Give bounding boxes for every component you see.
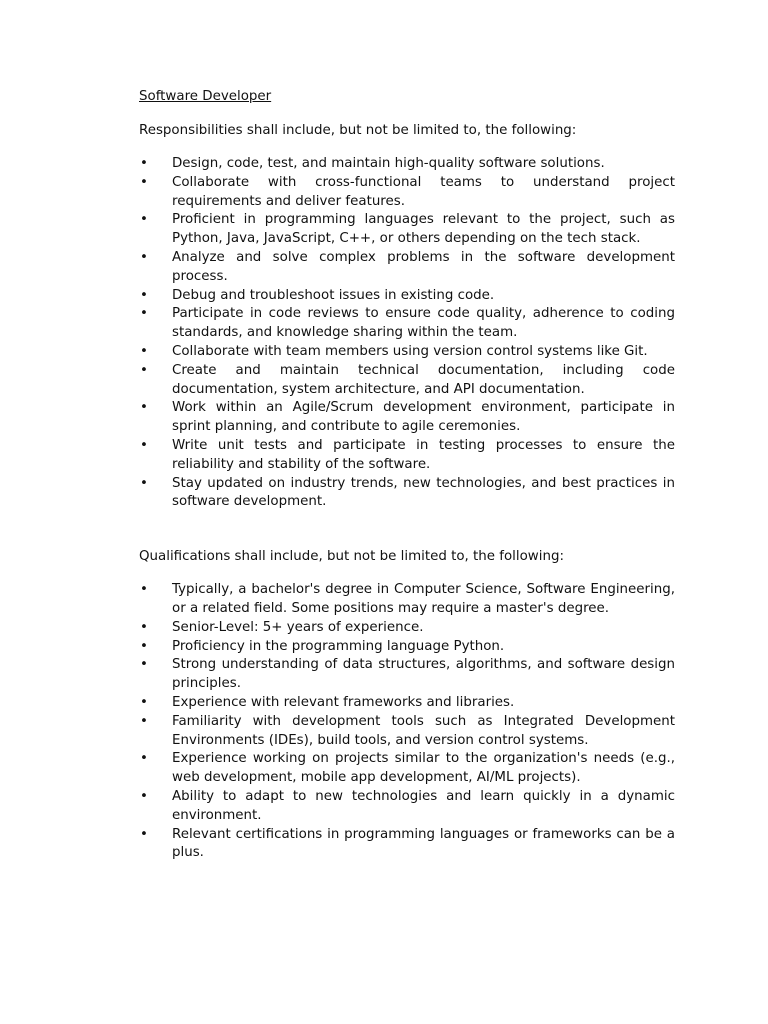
bullet-icon: • [140, 343, 148, 359]
responsibility-text: Stay updated on industry trends, new technologies, and best practices in software development. [172, 475, 675, 510]
bullet-icon: • [140, 751, 148, 767]
qualification-item [139, 656, 675, 694]
responsibility-item [139, 305, 675, 343]
responsibilities-intro: Responsibilities shall include, but not be limited to, the following: [139, 123, 577, 138]
responsibility-item [139, 475, 675, 513]
responsibility-text: Debug and troubleshoot issues in existing code. [172, 287, 495, 303]
bullet-icon: • [140, 788, 148, 804]
responsibility-text: Proficient in programming languages relevant to the project, such as Python, Java, JavaScript, C++, or others depending on the tech stack. [172, 212, 675, 247]
responsibilities-list [139, 155, 675, 512]
responsibility-item [139, 211, 675, 249]
qualification-text: Proficiency in the programming language Python. [172, 638, 505, 654]
responsibility-text: Collaborate with team members using version control systems like Git. [172, 343, 648, 359]
qualification-text: Experience with relevant frameworks and libraries. [172, 694, 515, 710]
qualification-text: Relevant certifications in programming languages or frameworks can be a plus. [172, 826, 675, 861]
bullet-icon: • [140, 582, 148, 598]
responsibility-text: Design, code, test, and maintain high-quality software solutions. [172, 156, 605, 171]
document-page [139, 87, 675, 863]
qualification-text: Typically, a bachelor's degree in Computer Science, Software Engineering, or a related field. Some positions may require a master's degree. [172, 582, 675, 616]
responsibility-item [139, 362, 675, 400]
responsibility-text: Work within an Agile/Scrum development environment, participate in sprint planning, and contribute to agile ceremonies. [172, 400, 675, 435]
responsibility-item [139, 174, 675, 212]
qualification-item [139, 826, 675, 864]
qualification-item [139, 694, 675, 713]
bullet-icon: • [140, 174, 148, 190]
bullet-icon: • [140, 437, 148, 453]
qualification-text: Familiarity with development tools such as Integrated Development Environments (IDEs), build tools, and version control systems. [172, 713, 675, 748]
responsibility-text: Collaborate with cross-functional teams to understand project requirements and deliver features. [172, 174, 675, 209]
responsibility-item [139, 437, 675, 475]
bullet-icon: • [140, 694, 148, 710]
responsibility-text: Create and maintain technical documentation, including code documentation, system architecture, and API documentation. [172, 362, 675, 397]
responsibility-item [139, 343, 675, 362]
qualification-item [139, 581, 675, 619]
bullet-icon: • [140, 400, 148, 416]
qualification-text: Strong understanding of data structures, algorithms, and software design principles. [172, 657, 675, 692]
bullet-icon: • [140, 619, 148, 635]
bullet-icon: • [140, 657, 148, 673]
responsibility-text: Write unit tests and participate in testing processes to ensure the reliability and stability of the software. [172, 437, 675, 472]
bullet-icon: • [140, 362, 148, 378]
document-title: Software Developer [139, 89, 272, 104]
bullet-icon: • [140, 249, 148, 265]
bullet-icon: • [140, 826, 148, 842]
bullet-icon: • [140, 156, 148, 171]
bullet-icon: • [140, 287, 148, 303]
responsibility-text: Analyze and solve complex problems in the software development process. [172, 249, 675, 284]
bullet-icon: • [140, 475, 148, 491]
responsibility-item [139, 249, 675, 287]
bullet-icon: • [140, 212, 148, 228]
qualification-item [139, 638, 675, 657]
responsibility-item [139, 399, 675, 437]
qualification-item [139, 619, 675, 638]
qualifications-list [139, 581, 675, 863]
responsibility-text: Participate in code reviews to ensure code quality, adherence to coding standards, and knowledge sharing within the team. [172, 306, 675, 341]
qualification-text: Experience working on projects similar to the organization's needs (e.g., web development, mobile app development, AI/ML projects). [172, 751, 675, 786]
qualification-text: Senior-Level: 5+ years of experience. [172, 619, 424, 635]
qualifications-intro: Qualifications shall include, but not be limited to, the following: [139, 549, 564, 565]
qualification-text: Ability to adapt to new technologies and learn quickly in a dynamic environment. [172, 788, 675, 823]
qualification-item [139, 713, 675, 751]
responsibility-item [139, 155, 675, 174]
bullet-icon: • [140, 713, 148, 729]
responsibility-item [139, 287, 675, 306]
qualification-item [139, 750, 675, 788]
bullet-icon: • [140, 638, 148, 654]
qualification-item [139, 788, 675, 826]
bullet-icon: • [140, 306, 148, 322]
